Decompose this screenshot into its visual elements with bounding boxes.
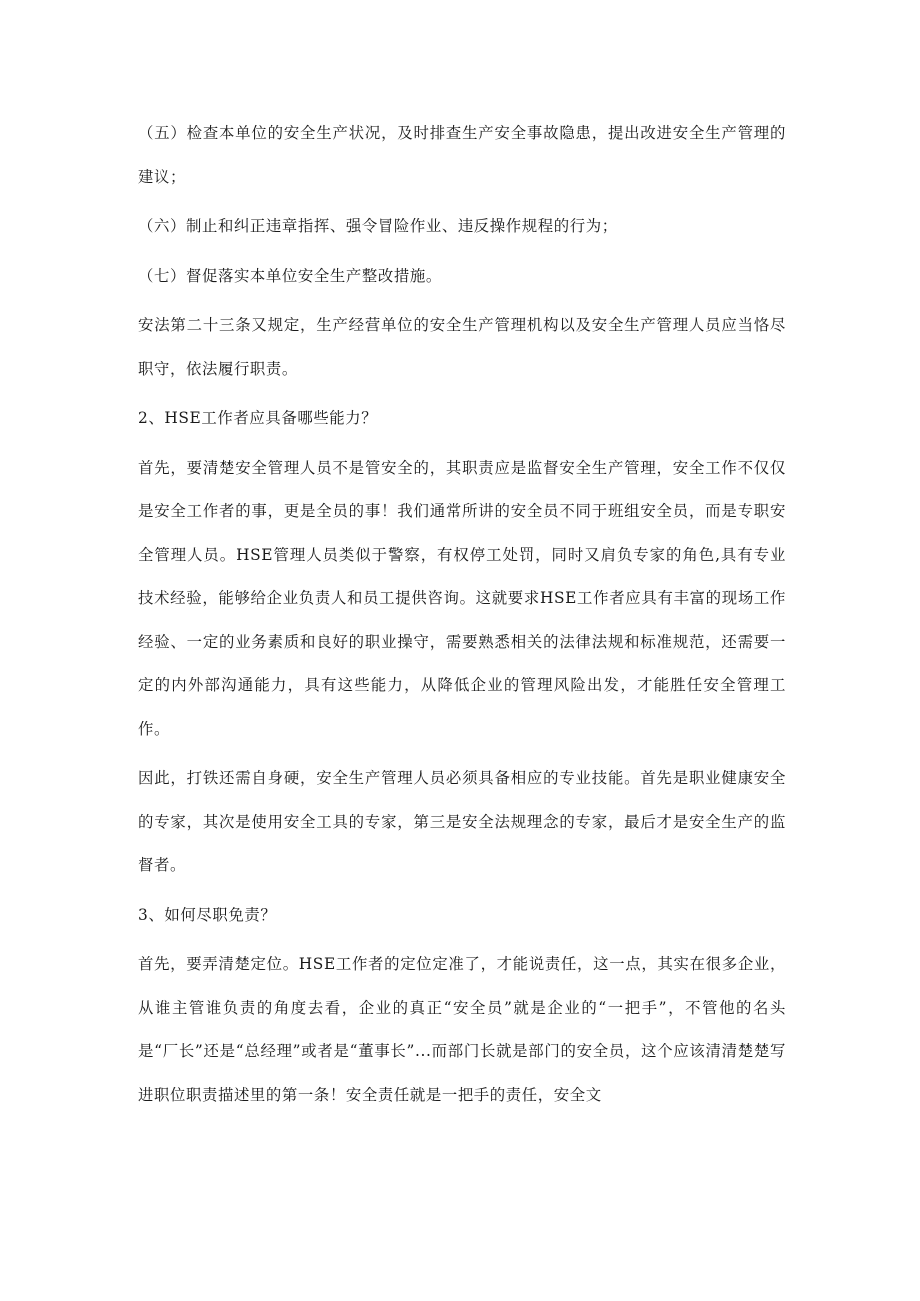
paragraph-item-7: （七）督促落实本单位安全生产整改措施。 xyxy=(138,266,442,285)
section-heading-2: 2、HSE工作者应具备哪些能力？ xyxy=(138,409,378,427)
paragraph-article-23: 安法第二十三条又规定，生产经营单位的安全生产管理机构以及安全生产管理人员应当恪尽职守，依法履行职责。 xyxy=(138,316,786,378)
paragraph-item-6: （六）制止和纠正违章指挥、强令冒险作业、违反操作规程的行为； xyxy=(138,217,618,235)
paragraph-positioning: 首先，要弄清楚定位。HSE工作者的定位定准了，才能说责任，这一点，其实在很多企业，从谁主管谁负责的角度去看，企业的真正“安全员”就是企业的“一把手”，不管他的名头是“厂长”还是“总经理”或者是“董事长”...而部门长就是部门的安全员，这个应该清清楚楚写进职位职责描述里的第一条！安全责任就是一把手的责任，安全文 xyxy=(138,955,786,1104)
section-heading-3: 3、如何尽职免责？ xyxy=(138,905,277,924)
document-page xyxy=(138,112,786,1123)
paragraph-hse-abilities: 首先，要清楚安全管理人员不是管安全的，其职责应是监督安全生产管理，安全工作不仅仅是安全工作者的事，更是全员的事！我们通常所讲的安全员不同于班组安全员，而是专职安全管理人员。HSE管理人员类似于警察，有权停工处罚，同时又肩负专家的角色,具有专业技术经验，能够给企业负责人和员工提供咨询。这就要求HSE工作者应具有丰富的现场工作经验、一定的业务素质和良好的职业操守，需要熟悉相关的法律法规和标准规范，还需要一定的内外部沟通能力，具有这些能力，从降低企业的管理风险出发，才能胜任安全管理工作。 xyxy=(138,458,786,738)
paragraph-item-5: （五）检查本单位的安全生产状况，及时排查生产安全事故隐患，提出改进安全生产管理的建议； xyxy=(138,124,786,186)
paragraph-skills: 因此，打铁还需自身硬，安全生产管理人员必须具备相应的专业技能。首先是职业健康安全的专家，其次是使用安全工具的专家，第三是安全法规理念的专家，最后才是安全生产的监督者。 xyxy=(138,769,786,874)
